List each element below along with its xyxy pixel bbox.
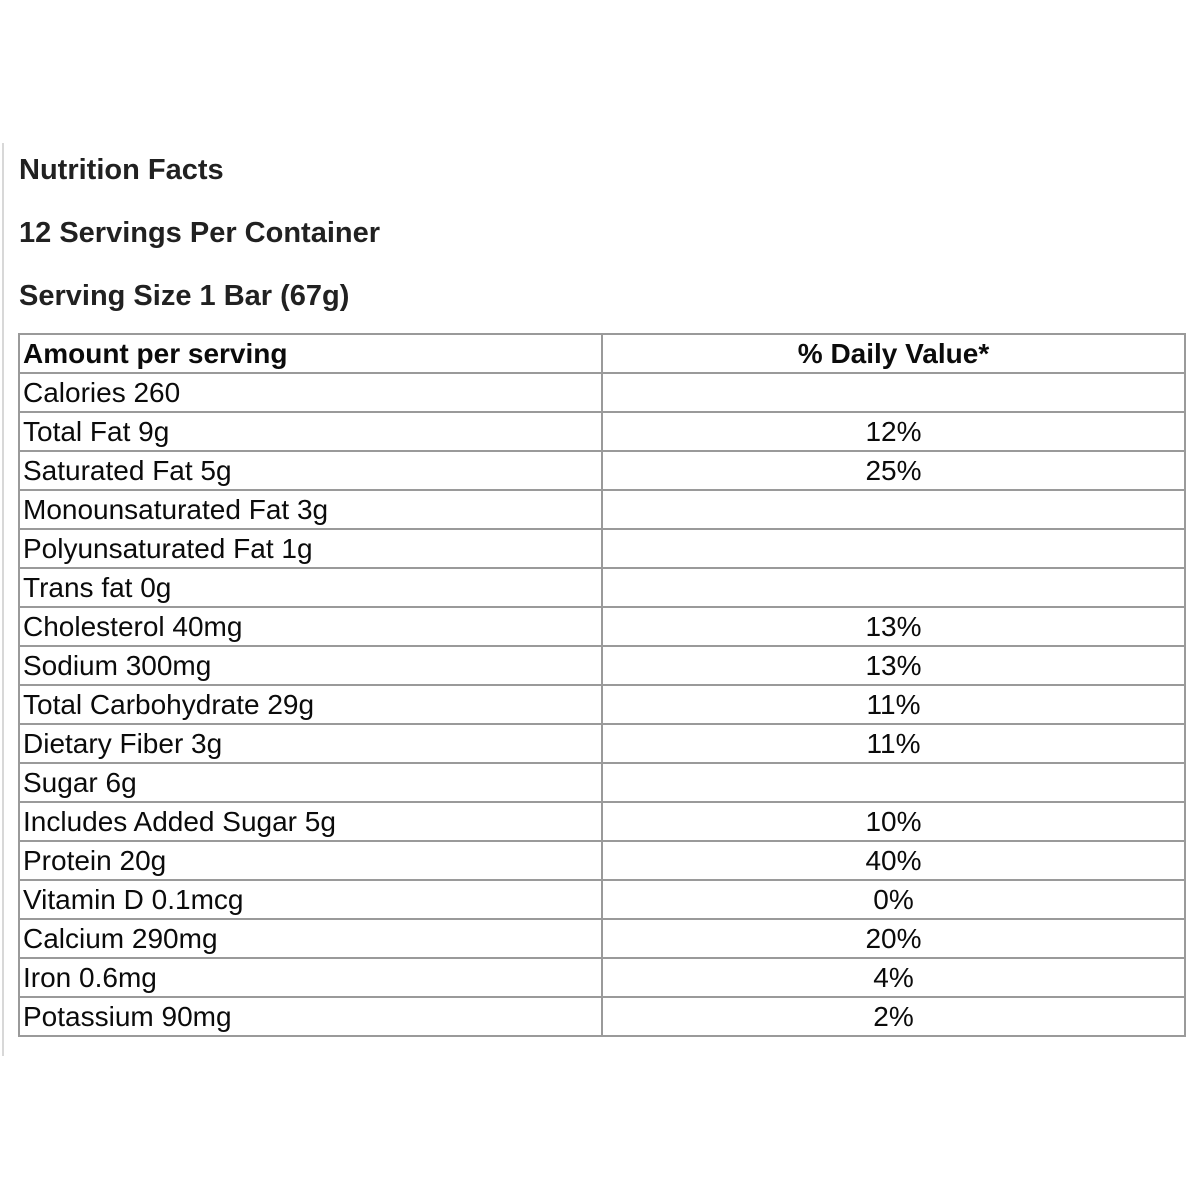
table-row (19, 763, 1185, 802)
nutrient-label-cell: Calories 260 (19, 373, 602, 412)
nutrient-label-cell: Polyunsaturated Fat 1g (19, 529, 602, 568)
nutrient-label-cell: Total Fat 9g (19, 412, 602, 451)
nutrient-label-cell: Calcium 290mg (19, 919, 602, 958)
nutrient-label-cell: Cholesterol 40mg (19, 607, 602, 646)
column-header-amount-per-serving: Amount per serving (19, 334, 602, 373)
table-row (19, 451, 1185, 490)
daily-value-cell (602, 373, 1185, 412)
daily-value-cell: 10% (602, 802, 1185, 841)
table-row (19, 919, 1185, 958)
table-row (19, 412, 1185, 451)
nutrient-label-cell: Protein 20g (19, 841, 602, 880)
table-row (19, 841, 1185, 880)
daily-value-cell: 4% (602, 958, 1185, 997)
table-header (19, 334, 1185, 373)
table-row (19, 997, 1185, 1036)
table-row (19, 646, 1185, 685)
nutrient-label-cell: Saturated Fat 5g (19, 451, 602, 490)
table-row (19, 373, 1185, 412)
daily-value-cell (602, 490, 1185, 529)
nutrient-label-cell: Sugar 6g (19, 763, 602, 802)
nutrient-label-cell: Dietary Fiber 3g (19, 724, 602, 763)
table-row (19, 880, 1185, 919)
table-row (19, 685, 1185, 724)
nutrient-label-cell: Sodium 300mg (19, 646, 602, 685)
heading-nutrition-facts: Nutrition Facts (19, 154, 224, 186)
daily-value-cell: 0% (602, 880, 1185, 919)
table-row (19, 607, 1185, 646)
table-row (19, 802, 1185, 841)
table-row (19, 958, 1185, 997)
daily-value-cell: 13% (602, 646, 1185, 685)
daily-value-cell: 2% (602, 997, 1185, 1036)
nutrient-label-cell: Vitamin D 0.1mcg (19, 880, 602, 919)
daily-value-cell: 12% (602, 412, 1185, 451)
table-row (19, 568, 1185, 607)
daily-value-cell: 20% (602, 919, 1185, 958)
nutrient-label-cell: Trans fat 0g (19, 568, 602, 607)
page-edge-rule (2, 143, 4, 1056)
daily-value-cell: 25% (602, 451, 1185, 490)
nutrient-label-cell: Monounsaturated Fat 3g (19, 490, 602, 529)
nutrient-label-cell: Total Carbohydrate 29g (19, 685, 602, 724)
nutrition-facts-table (18, 333, 1186, 1037)
daily-value-cell: 40% (602, 841, 1185, 880)
table-body (19, 373, 1185, 1036)
heading-servings-per-container: 12 Servings Per Container (19, 217, 381, 249)
daily-value-cell (602, 529, 1185, 568)
daily-value-cell (602, 568, 1185, 607)
daily-value-cell: 13% (602, 607, 1185, 646)
nutrient-label-cell: Iron 0.6mg (19, 958, 602, 997)
column-header-daily-value: % Daily Value* (602, 334, 1185, 373)
daily-value-cell: 11% (602, 685, 1185, 724)
table-row (19, 529, 1185, 568)
heading-serving-size: Serving Size 1 Bar (67g) (19, 280, 350, 312)
table-row (19, 490, 1185, 529)
daily-value-cell: 11% (602, 724, 1185, 763)
table-header-row (19, 334, 1185, 373)
table-row (19, 724, 1185, 763)
daily-value-cell (602, 763, 1185, 802)
nutrient-label-cell: Includes Added Sugar 5g (19, 802, 602, 841)
nutrient-label-cell: Potassium 90mg (19, 997, 602, 1036)
